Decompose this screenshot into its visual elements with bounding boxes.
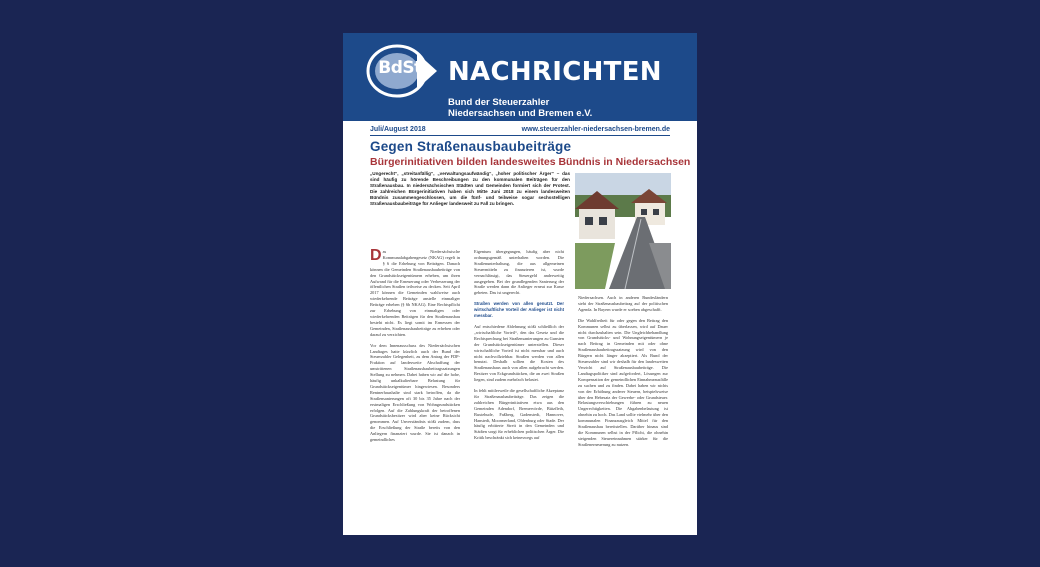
column-1-paragraph-1: [370, 249, 460, 338]
header-divider: [370, 135, 670, 136]
masthead-title: NACHRICHTEN: [448, 57, 662, 87]
newsletter-header: [343, 33, 697, 121]
column-1-paragraph-1-text: as Niedersächsische Kommunalabgabengesetz (NKAG) regelt in § 6 die Erhebung von Beiträgen. Danach können die Gemeinden Straßenausbaubeiträge von den Grundstückseigentümern erheben, um ihren Aufwand für die Erneuerung oder Verbesserung der öffentlichen Straßen teilweise zu decken. Seit April 2017 können die Gemeinden wahlweise auch wiederkehrende Beiträge anstelle einmaliger Beiträge erheben (§ 6b NKAG). Eine Rechtspflicht zur Erhebung von einmaligen oder wiederkehrenden Beiträgen für den Straßenausbau besteht nicht. Es liegt somit im Ermessen der Gemeinden, Straßenausbaubeiträge zu erheben oder darauf zu verzichten.: [370, 249, 460, 337]
article-lead: „Ungerecht“, „streitanfällig“, „verwaltungsaufwändig“, „hoher politischer Ärger“ – das sind häufig zu hörende Beschreibungen zu den kommunalen Beiträgen für den Straßenausbau. In niedersächsischen Städten und Gemeinden formiert sich der Protest. Die zahlreichen Bürgerinitiativen haben sich Mitte Juni 2018 zu einem landesweiten Bündnis zusammengeschlossen, um die fünf- und teilweise sogar sechsstelligen Straßenausbaubeiträge für Anlieger landesweit zu Fall zu bringen.: [370, 171, 570, 206]
article-column-2: [474, 249, 564, 446]
column-2-paragraph-1: Eigentum übergegangen, häufig aber nicht ordnungsgemäß unterhalten worden. Die Straßenunterhaltung, die aus allgemeinen Steuermitteln zu finanzieren ist, wurde vernachlässigt, das Steuergeld anderweitig ausgegeben. Bei der grundlegenden Sanierung der Straße werden dann die Anlieger erneut zur Kasse gebeten. Das ist ungerecht.: [474, 249, 564, 296]
website-url: www.steuerzahler-niedersachsen-bremen.de: [521, 126, 670, 133]
column-2-paragraph-2: Auf entschiedene Ablehnung stößt schließlich der „wirtschaftliche Vorteil“, den das Gesetz und die Rechtsprechung bei Straßensanierungen zu Gunsten der Grundstückseigentümer unterstellen. Dieser wirtschaftliche Vorteil ist nicht messbar und auch nicht nachvollziehbar. Straßen werden von allen benutzt. Deshalb sollten die Kosten des Straßenausbaus auch von allen aufgebracht werden. Besitzer von Eckgrundstücken, die an zwei Straßen liegen, sind zudem mehrfach belastet.: [474, 323, 564, 383]
column-1-paragraph-2: Vor dem Innenausschuss des Niedersächsischen Landtages hatte kürzlich auch der Bund der Steuerzahler Gelegenheit, zu dem Antrag der FDP-Fraktion auf landesweite Abschaffung der umstrittenen Straßenausbaubeitragssatzungen Stellung zu nehmen. Dabei haben wir auf die hohe, häufig unkalkulierbare Belastung für Grundstückseigentümer hingewiesen. Besonders Rentnerhaushalte sind stark betroffen, da die Straßensanierungen oft 30 bis 35 Jahre nach der erstmaligen Erschließung von Wohngrundstücken erfolgen. Auf die Zahlungskraft der betroffenen Grundstücksbesitzer wird aber keine Rücksicht genommen. Auf Unverständnis stößt zudem, dass die Erschließung der Straße bereits von den Anliegern finanziert wurde. Sie ist danach in gemeindliches: [370, 342, 460, 443]
logo-text: BdSt: [378, 58, 422, 78]
article-headline: Gegen Straßenausbaubeiträge: [370, 139, 572, 154]
article-column-3: [578, 295, 668, 453]
drop-cap: D: [370, 247, 382, 264]
article-subheadline: Bürgerinitiativen bilden landesweites Bündnis in Niedersachsen: [370, 156, 691, 168]
issue-date: Juli/August 2018: [370, 126, 426, 133]
column-2-paragraph-3: In fehlt mittlerweile die gesellschaftliche Akzeptanz für Straßenausbaubeiträge. Das zeigen die zahlreichen Bürgerinitiativen etwa aus den Gemeinden Adendorf, Bremervörde, Bützfleth, Buxtehude, Faßberg, Gadenstedt, Hannover, Hanstedt, Moormerland, Oldenburg oder Stade. Der häufig erbitterte Streit in den Gemeinden und Städten sorgt für erheblichen politischen Ärger. Die Kritik beschränkt sich keineswegs auf: [474, 388, 564, 441]
publisher-line-1: Bund der Steuerzahler: [448, 97, 550, 108]
column-2-callout: Straßen werden von allen genutzt. Der wirtschaftliche Vorteil der Anlieger ist nicht messbar.: [474, 301, 564, 319]
column-3-paragraph-1: Niedersachsen. Auch in anderen Bundesländern steht der Straßenausbaubeitrag auf der politischen Agenda. In Bayern wurde er soeben abgeschafft.: [578, 295, 668, 312]
publisher-line-2: Niedersachsen und Bremen e.V.: [448, 108, 593, 119]
column-3-paragraph-2: Die Wahlfreiheit für oder gegen den Beitrag den Kommunen selbst zu überlassen, wird auf Dauer nicht durchzuhalten sein. Die Ungleichbehandlung von Grundstücks- und Wohnungseigentümern je nach Beitrag in Gemeinden mit oder ohne Straßenausbaubeitragssatzung wird von den Bürgern nicht länger akzeptiert. Als Bund der Steuerzahler sind wir deshalb für den landesweiten Verzicht auf Straßenausbaubeiträge. Die Landtagspolitiker sind aufgefordert, Lösungen zur Kompensation der gemeindlichen Einnahmeausfälle zu suchen und zu finden. Dabei haben wir nichts von der Erhöhung anderer Steuern, beispielsweise über den Hebesatz der Gewerbe- oder Grundsteuer. Belastungsverschiebungen führen zu neuen Ungerechtigkeiten. Die Abgabenbelastung ist ohnehin zu hoch. Das Land sollte vielmehr über den kommunalen Finanzausgleich Mittel für den Straßenausbau bereitstellen. Darüber hinaus sind die Kommunen selbst in der Pflicht, die ohnehin steigenden Steuereinnahmen stärker für die Straßenerneuerung zu nutzen.: [578, 317, 668, 447]
newsletter-page: [343, 33, 697, 535]
article-column-1: [370, 249, 460, 448]
street-photo: [575, 173, 671, 289]
